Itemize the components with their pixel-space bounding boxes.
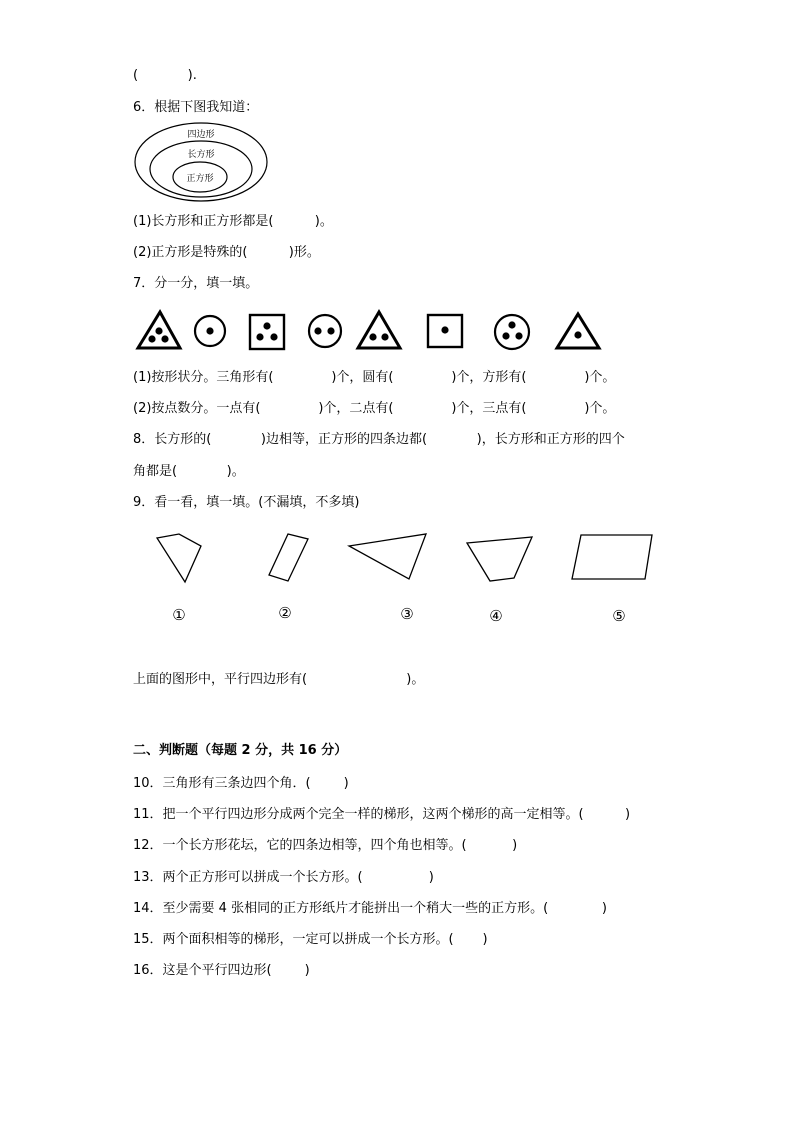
shape-2	[269, 534, 308, 581]
question-12: 12．一个长方形花坛，它的四条边相等，四个角也相等。( )	[133, 838, 518, 853]
triangle-one-dot	[557, 314, 599, 348]
square-three-dots	[250, 315, 284, 349]
question-16: 16．这是个平行四边形( )	[133, 963, 310, 978]
dot-shapes-row	[0, 300, 794, 360]
question-15: 15．两个面积相等的梯形，一定可以拼成一个长方形。( )	[133, 932, 488, 947]
prev-answer-blank: ( ).	[133, 68, 197, 83]
question-7: 7．分一分，填一填。	[133, 276, 259, 291]
square-one-dot	[428, 315, 462, 347]
shape-5	[572, 535, 652, 579]
question-6: 6．根据下图我知道：	[133, 100, 259, 115]
question-14: 14．至少需要 4 张相同的正方形纸片才能拼出一个稍大一些的正方形。( )	[133, 901, 607, 916]
circle-two-dots	[309, 315, 341, 347]
shape-4	[467, 537, 532, 581]
circle-three-dots	[495, 315, 529, 349]
question-8-line-2: 角都是( )。	[133, 464, 245, 479]
venn-outer-label: 四边形	[187, 130, 215, 140]
triangle-three-dots	[138, 312, 180, 348]
shape-label-3: ③	[400, 605, 414, 623]
shape-label-5: ⑤	[612, 607, 626, 625]
shape-label-1: ①	[172, 606, 186, 624]
shape-label-2: ②	[278, 604, 292, 622]
question-6-part-2: (2)正方形是特殊的( )形。	[133, 245, 320, 260]
venn-diagram	[133, 121, 269, 203]
question-7-part-2: (2)按点数分。一点有( )个，二点有( )个，三点有( )个。	[133, 401, 616, 416]
circle-one-dot	[195, 316, 225, 346]
shape-1	[157, 534, 201, 582]
shape-3	[349, 534, 426, 579]
question-7-part-1: (1)按形状分。三角形有( )个，圆有( )个，方形有( )个。	[133, 370, 616, 385]
triangle-two-dots	[358, 312, 400, 348]
question-8-line-1: 8．长方形的( )边相等，正方形的四条边都( )，长方形和正方形的四个	[133, 432, 625, 447]
question-9-answer: 上面的图形中，平行四边形有( )。	[133, 672, 425, 687]
venn-inner-label: 正方形	[186, 174, 214, 184]
question-9: 9．看一看，填一填。(不漏填，不多填)	[133, 495, 360, 510]
section-2-heading: 二、判断题（每题 2 分，共 16 分）	[133, 743, 348, 758]
quadrilaterals-row	[0, 525, 794, 595]
venn-middle-label: 长方形	[187, 150, 215, 160]
question-13: 13．两个正方形可以拼成一个长方形。( )	[133, 870, 434, 885]
question-6-part-1: (1)长方形和正方形都是( )。	[133, 214, 333, 229]
shape-label-4: ④	[489, 607, 503, 625]
question-11: 11．把一个平行四边形分成两个完全一样的梯形，这两个梯形的高一定相等。( )	[133, 807, 631, 822]
question-10: 10．三角形有三条边四个角．( )	[133, 776, 349, 791]
